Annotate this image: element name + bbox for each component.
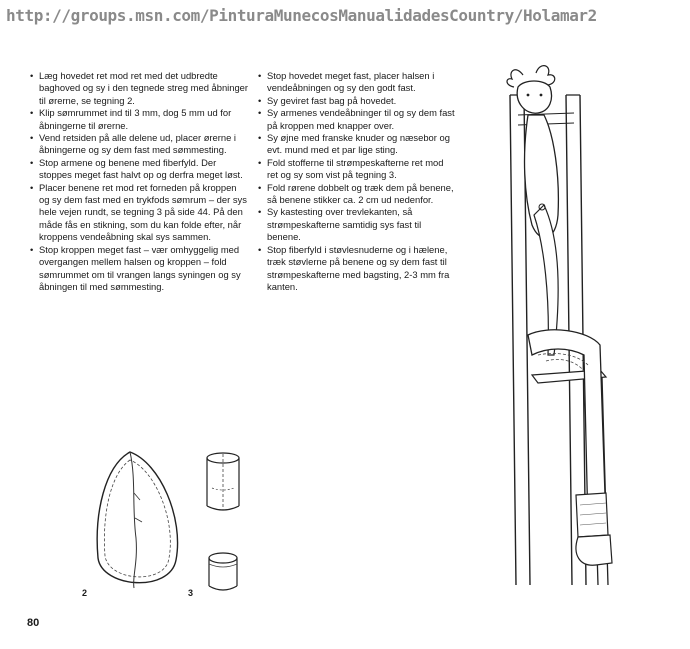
instruction-item: • Stop hovedet meget fast, placer halsen i vendeåbningen og sy den godt fast. <box>258 70 456 95</box>
instruction-item: • Stop fiberfyld i støvlesnuderne og i hælene, træk støvlerne på benene og sy dem fast til strømpeskafterne med bagsting, 2-3 mm fra kanten. <box>258 244 456 294</box>
instruction-item: • Fold rørene dobbelt og træk dem på benene, så benene stikker ca. 2 cm ud nedenfor. <box>258 182 456 207</box>
instruction-item: • Sy kastesting over trevlekanten, så strømpeskafterne samtidig sys fast til benene. <box>258 206 456 243</box>
instruction-item: • Sy øjne med franske knuder og næsebor og evt. mund med et par lige sting. <box>258 132 456 157</box>
instruction-item: • Klip sømrummet ind til 3 mm, dog 5 mm ud for åbningerne til ørerne. <box>30 107 248 132</box>
watermark-url: http://groups.msn.com/PinturaMunecosManualidadesCountry/Holamar2 <box>6 6 597 25</box>
instruction-item: • Læg hovedet ret mod ret med det udbredte baghoved og sy i den tegnede streg med åbninger til ørerne, se tegning 2. <box>30 70 248 107</box>
page-number: 80 <box>27 617 40 629</box>
instruction-item: • Vend retsiden på alle delene ud, placer ørerne i åbningerne og sy dem fast med sømmesting. <box>30 132 248 157</box>
figure-label-2: 2 <box>82 588 88 598</box>
instructions-left-column <box>30 70 248 293</box>
instruction-item: • Sy geviret fast bag på hovedet. <box>258 95 456 107</box>
stocking-tube-illustration <box>198 448 248 598</box>
instruction-item: • Stop kroppen meget fast – vær omhyggelig med overgangen mellem halsen og kroppen – fold sømrummet om til vrangen langs syningen og sy åbningen til med sømmesting. <box>30 244 248 294</box>
instruction-item: • Fold stofferne til strømpeskafterne ret mod ret og sy som vist på tegning 3. <box>258 157 456 182</box>
body-pattern-illustration <box>80 448 190 598</box>
moose-doll-chair-illustration <box>488 55 648 600</box>
figure-label-3: 3 <box>188 588 194 598</box>
instruction-item: • Sy armenes vendeåbninger til og sy dem fast på kroppen med knapper over. <box>258 107 456 132</box>
instructions-right-column <box>258 70 456 293</box>
instruction-item: • Placer benene ret mod ret forneden på kroppen og sy dem fast med en trykfods sømrum – der sys hele vejen rundt, se tegning 3 på side 44. På den måde fås en stikning, som du kan folde efter, når kroppens vendeåbning skal sys sammen. <box>30 182 248 244</box>
instruction-item: • Stop armene og benene med fiberfyld. Der stoppes meget fast halvt op og derfra meget løst. <box>30 157 248 182</box>
